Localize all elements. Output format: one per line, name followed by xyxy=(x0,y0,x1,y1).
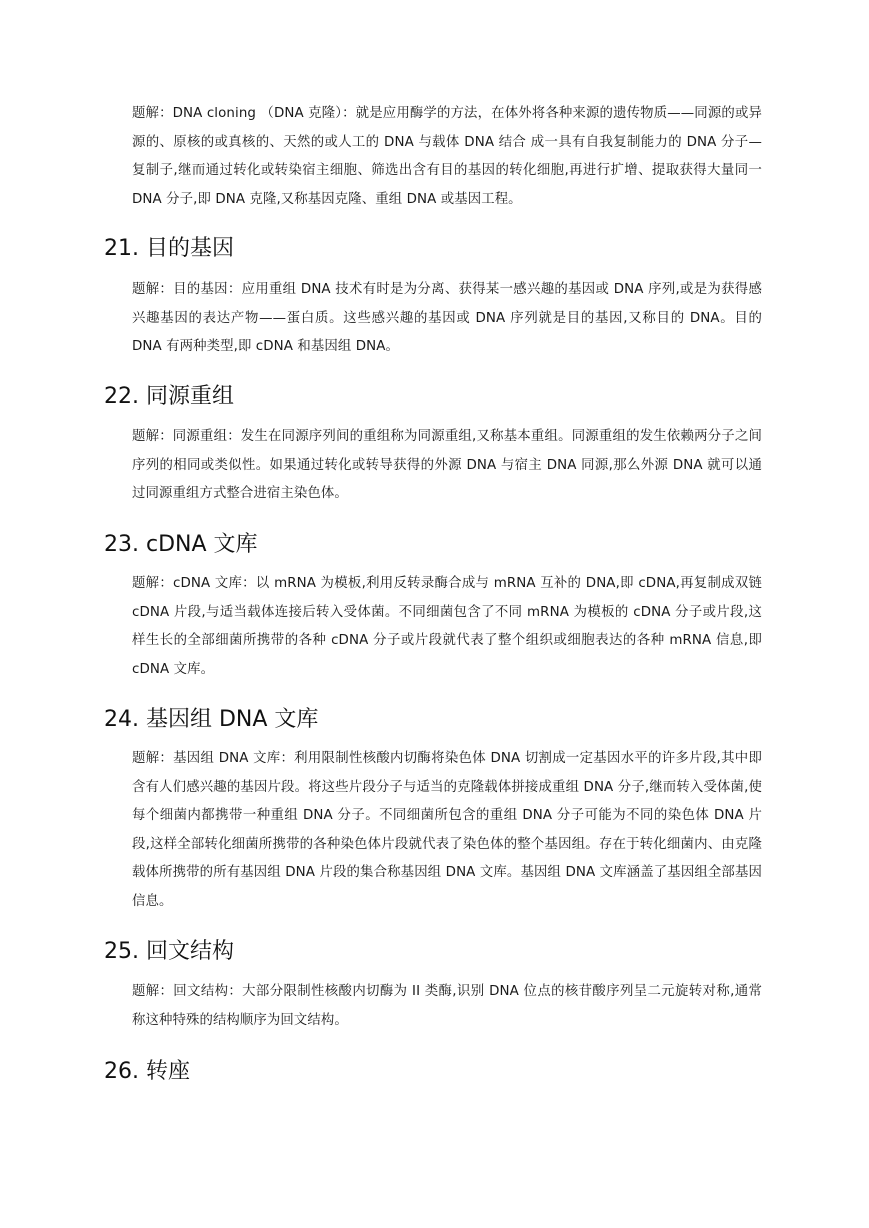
heading-21: 21. 目的基因 xyxy=(104,236,234,261)
paragraph-24: 题解：基因组 DNA 文库：利用限制性核酸内切酶将染色体 DNA 切割成一定基因水平的许多片段,其中即含有人们感兴趣的基因片段。将这些片段分子与适当的克隆载体拼接成重组 DNA 分子,继而转入受体菌,使每个细菌内都携带一种重组 DNA 分子。不同细菌所包含的重组 DNA 分子可能为不同的染色体 DNA 片段,这样全部转化细菌所携带的各种染色体片段就代表了染色体的整个基因组。存在于转化细菌内、由克隆载体所携带的所有基因组 DNA 片段的集合称基因组 DNA 文库。基因组 DNA 文库涵盖了基因组全部基因信息。 xyxy=(132,751,762,909)
heading-25: 25. 回文结构 xyxy=(104,939,234,964)
heading-26: 26. 转座 xyxy=(104,1059,190,1084)
paragraph-23: 题解：cDNA 文库：以 mRNA 为模板,利用反转录酶合成与 mRNA 互补的 DNA,即 cDNA,再复制成双链 cDNA 片段,与适当载体连接后转入受体菌。不同细菌包含了不同 mRNA 为模板的 cDNA 分子或片段,这样生长的全部细菌所携带的各种 cDNA 分子或片段就代表了整个组织或细胞表达的各种 mRNA 信息,即 cDNA 文库。 xyxy=(132,576,762,677)
heading-24: 24. 基因组 DNA 文库 xyxy=(104,707,319,732)
paragraph-22: 题解：同源重组：发生在同源序列间的重组称为同源重组,又称基本重组。同源重组的发生依赖两分子之间序列的相同或类似性。如果通过转化或转导获得的外源 DNA 与宿主 DNA 同源,那么外源 DNA 就可以通过同源重组方式整合进宿主染色体。 xyxy=(132,429,762,502)
paragraph-21: 题解：目的基因：应用重组 DNA 技术有时是为分离、获得某一感兴趣的基因或 DNA 序列,或是为获得感兴趣基因的表达产物——蛋白质。这些感兴趣的基因或 DNA 序列就是目的基因,又称目的 DNA。目的 DNA 有两种类型,即 cDNA 和基因组 DNA。 xyxy=(132,282,762,355)
heading-22: 22. 同源重组 xyxy=(104,384,234,409)
heading-23: 23. cDNA 文库 xyxy=(104,532,258,557)
paragraph-25: 题解：回文结构：大部分限制性核酸内切酶为 II 类酶,识别 DNA 位点的核苷酸序列呈二元旋转对称,通常称这种特殊的结构顺序为回文结构。 xyxy=(132,984,762,1028)
paragraph-dna-cloning: 题解：DNA cloning （DNA 克隆）：就是应用酶学的方法，在体外将各种来源的遗传物质——同源的或异源的、原核的或真核的、天然的或人工的 DNA 与载体 DNA 结合 成一具有自我复制能力的 DNA 分子—复制子,继而通过转化或转染宿主细胞、筛选出含有目的基因的转化细胞,再进行扩增、提取获得大量同一 DNA 分子,即 DNA 克隆,又称基因克隆、重组 DNA 或基因工程。 xyxy=(132,106,762,207)
